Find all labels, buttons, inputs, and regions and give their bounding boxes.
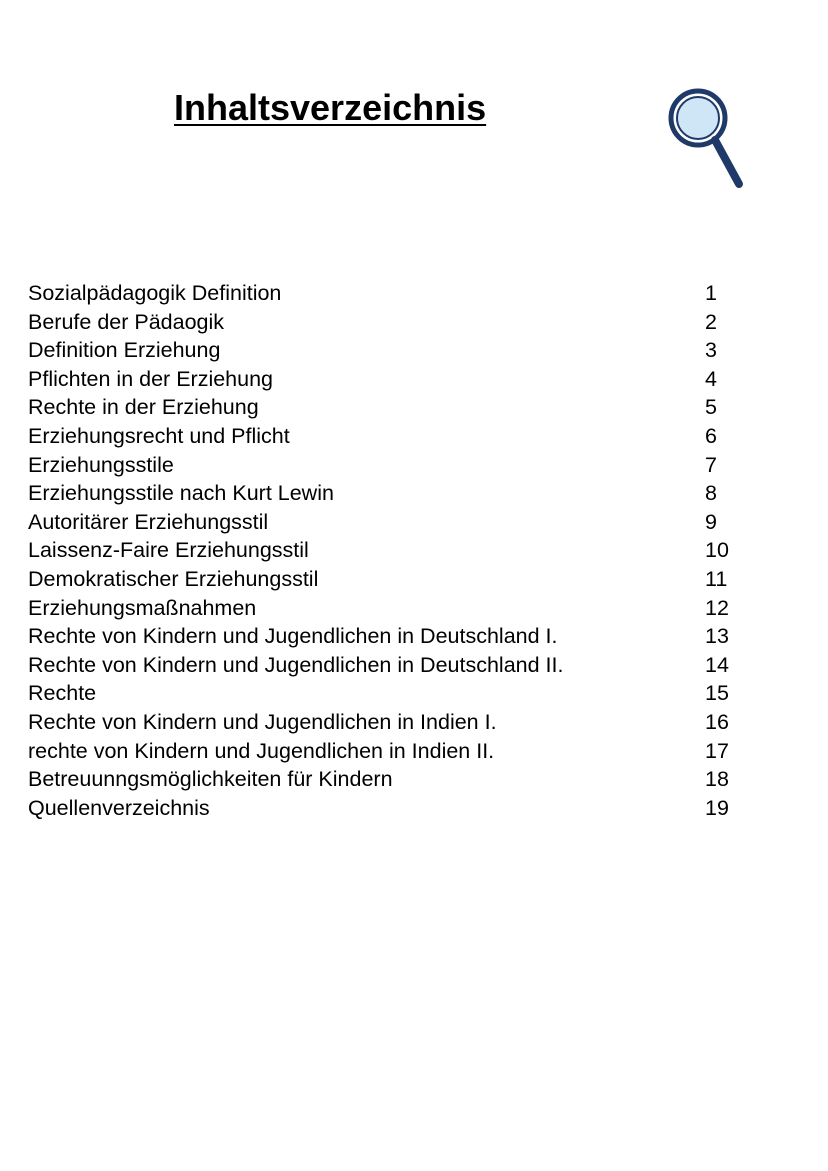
toc-entry-page: 9 xyxy=(705,509,717,534)
toc-entry-page: 19 xyxy=(705,795,729,820)
toc-entry xyxy=(28,651,738,680)
toc-entry xyxy=(28,679,738,708)
toc-entry-page: 7 xyxy=(705,452,717,477)
toc-entry-page: 17 xyxy=(705,738,729,763)
toc-entry xyxy=(28,308,738,337)
toc-entry xyxy=(28,479,738,508)
toc-entry-page: 11 xyxy=(705,566,728,591)
toc-entry-title: Rechte von Kindern und Jugendlichen in Indien I. xyxy=(28,709,497,734)
toc-entry-title: Quellenverzeichnis xyxy=(28,795,210,820)
toc-entry-page: 2 xyxy=(705,309,717,334)
toc-entry-page: 10 xyxy=(705,538,729,563)
page-title: Inhaltsverzeichnis xyxy=(174,87,487,128)
toc-entry-title: Demokratischer Erziehungsstil xyxy=(28,566,319,591)
toc-entry-title: Erziehungsrecht und Pflicht xyxy=(28,423,290,448)
toc-entry xyxy=(28,536,738,565)
toc-entry xyxy=(28,765,738,794)
toc-entry-page: 6 xyxy=(705,423,717,448)
toc-entry xyxy=(28,365,738,394)
toc-entry-title: Sozialpädagogik Definition xyxy=(28,281,282,305)
toc-entry-title: Definition Erziehung xyxy=(28,338,221,363)
toc-entry-page: 15 xyxy=(705,681,729,706)
toc-entry-title: Pflichten in der Erziehung xyxy=(28,366,274,391)
toc-entry xyxy=(28,508,738,537)
toc-entry-page: 12 xyxy=(705,595,729,620)
toc-entry-title: Rechte von Kindern und Jugendlichen in Deutschland II. xyxy=(28,652,564,677)
toc-entry-page: 14 xyxy=(705,652,729,677)
toc-entry-title: Erziehungsmaßnahmen xyxy=(28,595,257,620)
toc-entry-title: Rechte von Kindern und Jugendlichen in Deutschland I. xyxy=(28,624,558,649)
toc-entry xyxy=(28,279,738,308)
toc-entry-page: 5 xyxy=(705,395,717,420)
toc-entry-title: Rechte in der Erziehung xyxy=(28,395,259,420)
toc-entry-page: 8 xyxy=(705,481,717,506)
toc-entry xyxy=(28,565,738,594)
toc-entry-page: 18 xyxy=(705,767,729,792)
toc-entry-title: rechte von Kindern und Jugendlichen in Indien II. xyxy=(28,738,495,763)
toc-entry-title: Berufe der Pädaogik xyxy=(28,309,225,334)
toc-entry xyxy=(28,622,738,651)
toc-entry xyxy=(28,422,738,451)
magnifying-glass-icon xyxy=(666,86,750,194)
toc-entry xyxy=(28,794,738,823)
toc-entry-title: Rechte xyxy=(28,681,97,706)
toc-entry-title: Betreuunngsmöglichkeiten für Kindern xyxy=(28,767,393,792)
toc-entry-page: 1 xyxy=(705,281,717,305)
toc-entry-title: Laissenz-Faire Erziehungsstil xyxy=(28,538,309,563)
toc-entry xyxy=(28,708,738,737)
toc-entry xyxy=(28,336,738,365)
toc-entry xyxy=(28,451,738,480)
toc-entry-page: 3 xyxy=(705,338,717,363)
toc-entry-title: Autoritärer Erziehungsstil xyxy=(28,509,269,534)
toc-entry xyxy=(28,594,738,623)
toc-entry-page: 4 xyxy=(705,366,717,391)
toc-entry xyxy=(28,737,738,766)
toc-entry-title: Erziehungsstile xyxy=(28,452,174,477)
toc-entry-page: 13 xyxy=(705,624,729,649)
table-of-contents xyxy=(28,279,738,822)
toc-entry-title: Erziehungsstile nach Kurt Lewin xyxy=(28,481,334,506)
toc-entry-page: 16 xyxy=(705,709,729,734)
toc-entry xyxy=(28,393,738,422)
